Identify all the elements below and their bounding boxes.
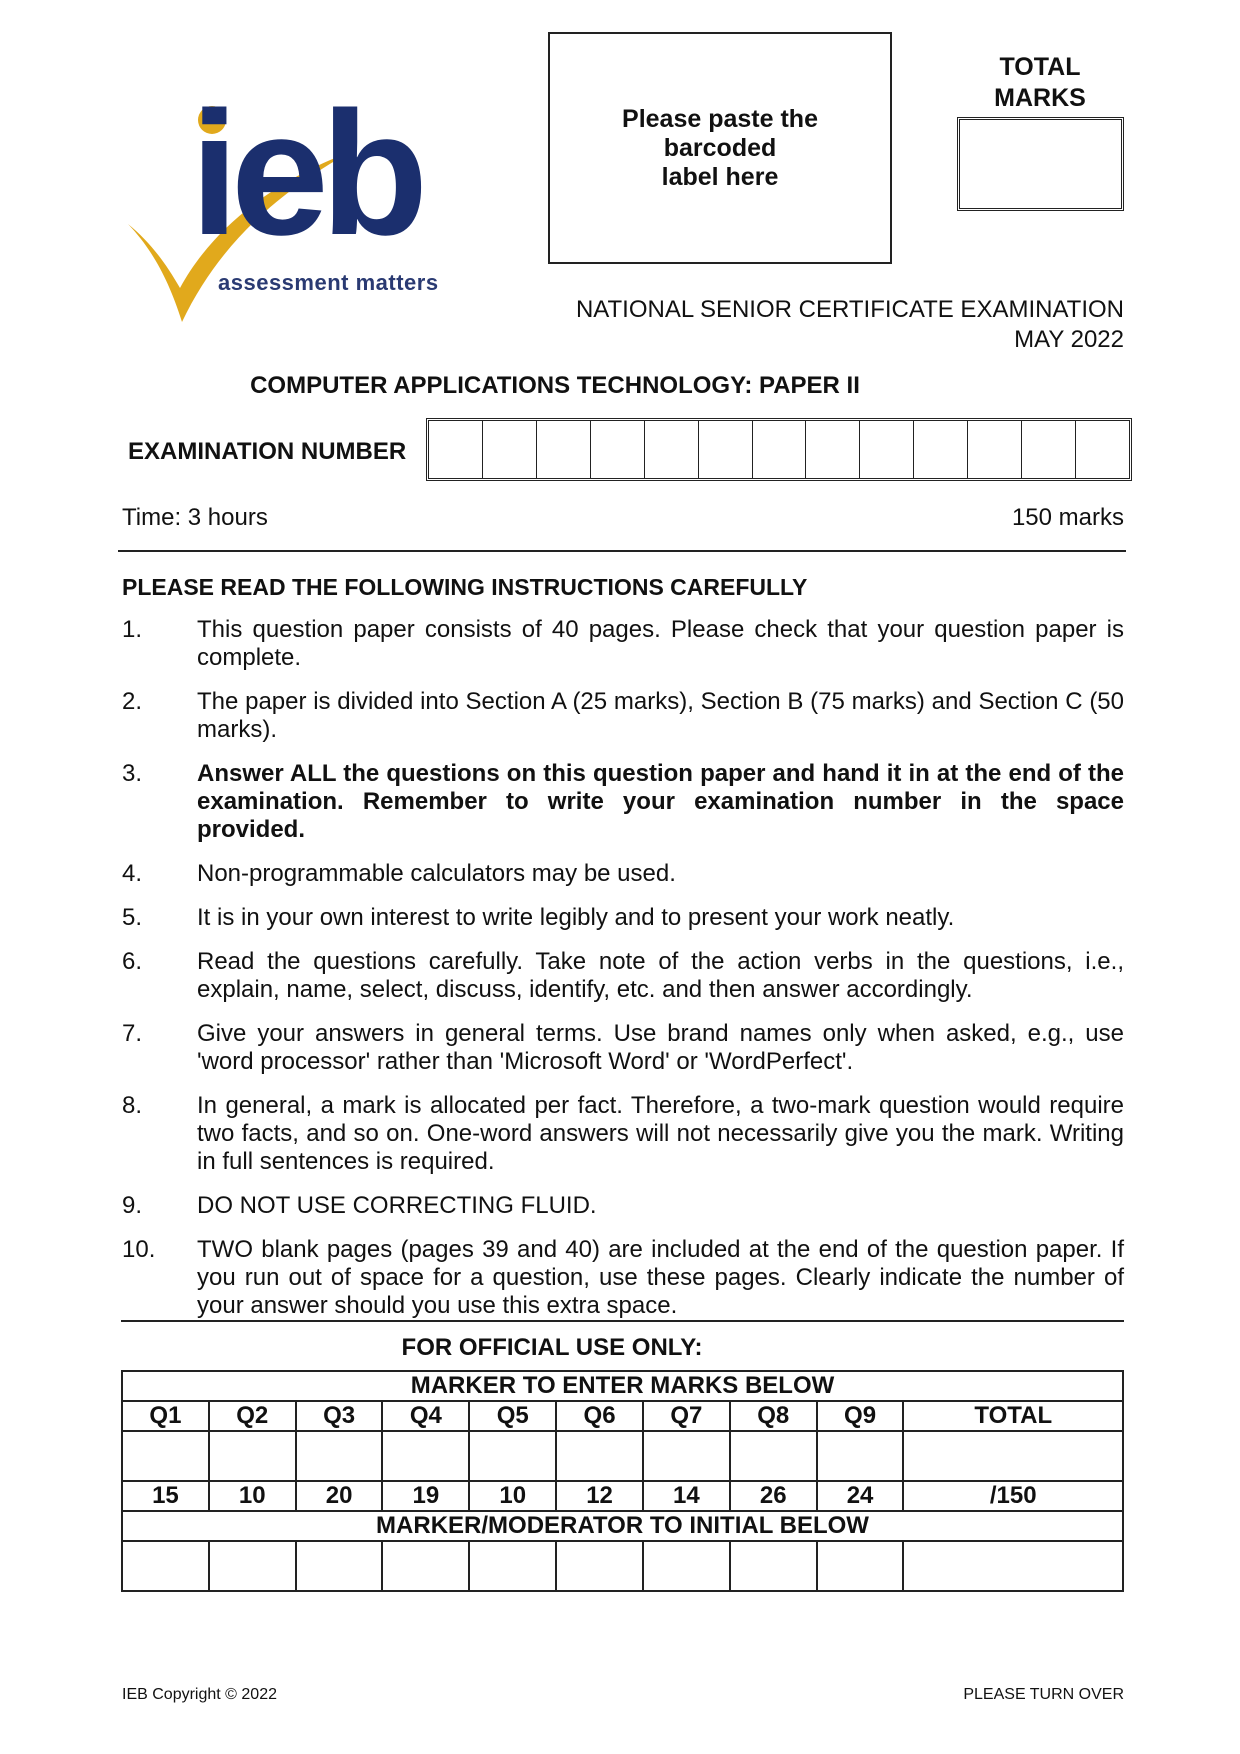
- instruction-text: TWO blank pages (pages 39 and 40) are included at the end of the question paper. If you run out of space for a question, use these pages. Clearly indicate the number of your answer should you use this extra space.: [197, 1236, 1124, 1319]
- instruction-text: DO NOT USE CORRECTING FLUID.: [197, 1192, 597, 1219]
- column-header: Q8: [730, 1401, 817, 1431]
- initial-cell[interactable]: [122, 1541, 209, 1591]
- instruction-number: 7.: [122, 1020, 143, 1047]
- total-marks-value: 150 marks: [1011, 504, 1124, 531]
- marker-band: MARKER TO ENTER MARKS BELOW: [122, 1371, 1123, 1401]
- exam-number-label: EXAMINATION NUMBER: [128, 438, 407, 465]
- exam-number-cell[interactable]: [699, 421, 753, 478]
- mark-entry-cell[interactable]: [209, 1431, 296, 1481]
- instruction-number: 1.: [122, 616, 143, 643]
- mark-entry-cell[interactable]: [730, 1431, 817, 1481]
- ieb-logo: [120, 76, 470, 322]
- total-marks-box[interactable]: [957, 117, 1124, 211]
- instruction-number: 4.: [122, 860, 143, 887]
- mark-entry-cell[interactable]: [903, 1431, 1123, 1481]
- instruction-text: Non-programmable calculators may be used.: [197, 860, 676, 887]
- column-header: Q2: [209, 1401, 296, 1431]
- max-mark: 10: [209, 1481, 296, 1511]
- exam-number-cell[interactable]: [968, 421, 1022, 478]
- initial-cell[interactable]: [556, 1541, 643, 1591]
- max-mark: 19: [382, 1481, 469, 1511]
- instruction-text: This question paper consists of 40 pages. Please check that your question paper is complete.: [197, 616, 1124, 671]
- exam-title-line2: MAY 2022: [1014, 326, 1124, 353]
- time-allowed: Time: 3 hours: [122, 504, 268, 531]
- instruction-text: Answer ALL the questions on this question paper and hand it in at the end of the examination. Remember to write your examination number in the space provided.: [197, 760, 1124, 843]
- mark-entry-cell[interactable]: [122, 1431, 209, 1481]
- max-mark: 20: [296, 1481, 383, 1511]
- instruction-number: 5.: [122, 904, 143, 931]
- max-mark: /150: [903, 1481, 1123, 1511]
- initial-cell[interactable]: [817, 1541, 904, 1591]
- initial-cell[interactable]: [730, 1541, 817, 1591]
- moderator-band: MARKER/MODERATOR TO INITIAL BELOW: [122, 1511, 1123, 1541]
- instructions-list: [122, 616, 1124, 1336]
- instruction-text: Read the questions carefully. Take note of the action verbs in the questions, i.e., explain, name, select, discuss, identify, etc. and then answer accordingly.: [197, 948, 1124, 1003]
- exam-number-cell[interactable]: [806, 421, 860, 478]
- exam-title: [540, 295, 1124, 355]
- divider: [121, 1320, 1124, 1322]
- total-marks-label: TOTAL MARKS: [994, 53, 1086, 112]
- official-use-title-wrap: [0, 1334, 1240, 1362]
- instruction-item: [122, 1092, 1124, 1176]
- instruction-item: [122, 860, 1124, 888]
- logo-wordmark: ieb: [190, 76, 421, 272]
- instruction-item: [122, 904, 1124, 932]
- instruction-text: It is in your own interest to write legibly and to present your work neatly.: [197, 904, 955, 931]
- mark-entry-cell[interactable]: [296, 1431, 383, 1481]
- exam-number-cell[interactable]: [860, 421, 914, 478]
- instructions-heading: PLEASE READ THE FOLLOWING INSTRUCTIONS CAREFULLY: [122, 574, 808, 600]
- instruction-item: [122, 688, 1124, 744]
- initial-cell[interactable]: [382, 1541, 469, 1591]
- max-mark: 14: [643, 1481, 730, 1511]
- divider: [118, 550, 1126, 552]
- max-mark: 10: [469, 1481, 556, 1511]
- footer-turn-over: PLEASE TURN OVER: [963, 1686, 1124, 1703]
- barcode-label-box: [548, 32, 892, 264]
- instruction-text: Give your answers in general terms. Use brand names only when asked, e.g., use 'word processor' rather than 'Microsoft Word' or 'WordPerfect'.: [197, 1020, 1124, 1075]
- exam-number-cell[interactable]: [914, 421, 968, 478]
- initial-cell[interactable]: [469, 1541, 556, 1591]
- max-mark: 26: [730, 1481, 817, 1511]
- exam-number-cell[interactable]: [429, 421, 483, 478]
- instruction-number: 10.: [122, 1236, 156, 1263]
- official-use-title: FOR OFFICIAL USE ONLY:: [401, 1334, 703, 1361]
- column-header: Q6: [556, 1401, 643, 1431]
- instruction-item: [122, 616, 1124, 672]
- max-mark: 12: [556, 1481, 643, 1511]
- column-header: Q5: [469, 1401, 556, 1431]
- exam-number-cell[interactable]: [483, 421, 537, 478]
- paper-title: COMPUTER APPLICATIONS TECHNOLOGY: PAPER II: [250, 372, 860, 399]
- instruction-item: [122, 1236, 1124, 1320]
- initial-cell[interactable]: [296, 1541, 383, 1591]
- exam-number-cell[interactable]: [1022, 421, 1076, 478]
- exam-number-cell[interactable]: [591, 421, 645, 478]
- max-mark: 24: [817, 1481, 904, 1511]
- instruction-item: [122, 948, 1124, 1004]
- instruction-item: [122, 1192, 1124, 1220]
- initial-cell[interactable]: [643, 1541, 730, 1591]
- exam-number-cell[interactable]: [537, 421, 591, 478]
- mark-entry-cell[interactable]: [556, 1431, 643, 1481]
- column-header: Q9: [817, 1401, 904, 1431]
- mark-entry-cell[interactable]: [643, 1431, 730, 1481]
- column-header: Q4: [382, 1401, 469, 1431]
- column-header: TOTAL: [903, 1401, 1123, 1431]
- instruction-text: In general, a mark is allocated per fact. Therefore, a two-mark question would require two facts, and so on. One-word answers will not necessarily give you the mark. Writing in full sentences is required.: [197, 1092, 1124, 1175]
- exam-number-cell[interactable]: [753, 421, 807, 478]
- exam-number-cell[interactable]: [1076, 421, 1129, 478]
- footer-copyright: IEB Copyright © 2022: [122, 1686, 277, 1703]
- instruction-number: 6.: [122, 948, 143, 975]
- paper-title-wrap: [0, 372, 1240, 400]
- mark-entry-cell[interactable]: [382, 1431, 469, 1481]
- column-header: Q3: [296, 1401, 383, 1431]
- initial-cell[interactable]: [903, 1541, 1123, 1591]
- mark-entry-cell[interactable]: [817, 1431, 904, 1481]
- logo-tagline: assessment matters: [218, 270, 439, 295]
- exam-title-line1: NATIONAL SENIOR CERTIFICATE EXAMINATION: [575, 296, 1124, 323]
- instruction-text: The paper is divided into Section A (25 marks), Section B (75 marks) and Section C (50 marks).: [197, 688, 1124, 743]
- instruction-item: [122, 1020, 1124, 1076]
- instruction-number: 3.: [122, 760, 143, 787]
- instruction-item: [122, 760, 1124, 844]
- instruction-number: 8.: [122, 1092, 143, 1119]
- exam-number-cell[interactable]: [645, 421, 699, 478]
- exam-number-grid: [426, 418, 1132, 481]
- max-mark: 15: [122, 1481, 209, 1511]
- initial-cell[interactable]: [209, 1541, 296, 1591]
- mark-entry-cell[interactable]: [469, 1431, 556, 1481]
- column-header: Q7: [643, 1401, 730, 1431]
- instruction-number: 9.: [122, 1192, 143, 1219]
- column-header: Q1: [122, 1401, 209, 1431]
- barcode-label-text: Please paste the barcoded label here: [622, 104, 818, 191]
- instruction-number: 2.: [122, 688, 143, 715]
- marks-table: [121, 1370, 1124, 1592]
